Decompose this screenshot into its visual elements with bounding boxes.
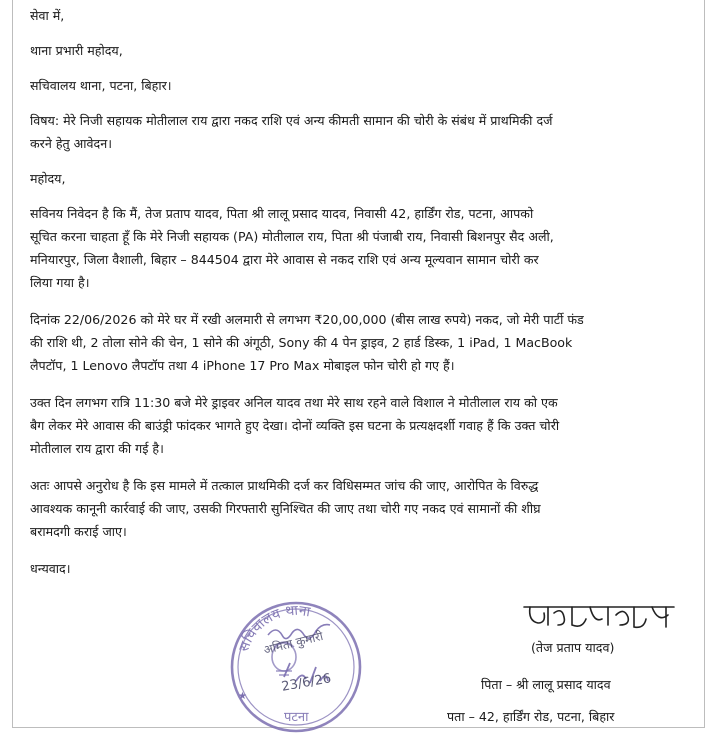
subject-line: करने हेतु आवेदन। <box>30 136 113 151</box>
paragraph-line: सविनय निवेदन है कि मैं, तेज प्रताप यादव, पिता श्री लालू प्रसाद यादव, निवासी 42, हार्डिंग रोड, पटना, आपको <box>30 206 534 221</box>
signature-graphic <box>520 593 680 635</box>
recipient-title: थाना प्रभारी महोदय, <box>30 43 123 58</box>
signature <box>520 593 680 635</box>
paragraph-line: लिया गया है। <box>30 275 90 290</box>
paragraph-line: मनियारपुर, जिला वैशाली, बिहार – 844504 द्वारा मेरे आवास से नकद राशि एवं अन्य मूल्यवान सामान चोरी कर <box>30 252 539 267</box>
paragraph-line: उक्त दिन लगभग रात्रि 11:30 बजे मेरे ड्राइवर अनिल यादव तथा मेरे साथ रहने वाले विशाल ने मोतीलाल राय को एक <box>30 395 558 410</box>
sender-father: पिता – श्री लालू प्रसाद यादव <box>481 677 611 692</box>
paragraph-line: लैपटॉप, 1 Lenovo लैपटॉप तथा 4 iPhone 17 Pro Max मोबाइल फोन चोरी हो गए हैं। <box>30 358 455 373</box>
paragraph-line: मोतीलाल राय द्वारा की गई है। <box>30 441 164 456</box>
paragraph-line: आवश्यक कानूनी कार्रवाई की जाए, उसकी गिरफ्तारी सुनिश्चित की जाए तथा चोरी गए नकद एवं सामानों की शीघ्र <box>30 501 541 516</box>
svg-text:★: ★ <box>238 691 247 702</box>
recipient-address: सचिवालय थाना, पटना, बिहार। <box>30 78 172 93</box>
paragraph-line: सूचित करना चाहता हूँ कि मेरे निजी सहायक (PA) मोतीलाल राय, पिता श्री पंजाबी राय, निवासी बिशनपुर सैद अली, <box>30 229 554 244</box>
svg-text:पटना: पटना <box>284 710 309 725</box>
svg-text:अमिता कुमारी: अमिता कुमारी <box>262 628 325 658</box>
sender-address: पता – 42, हार्डिंग रोड, पटना, बिहार <box>447 709 615 724</box>
paragraph-line: अतः आपसे अनुरोध है कि इस मामले में तत्काल प्राथमिकी दर्ज कर विधिसम्मत जांच की जाए, आरोपित के विरुद्ध <box>30 478 539 493</box>
svg-text:सचिवालय थाना: सचिवालय थाना <box>236 602 312 654</box>
svg-text:तेज प्रताप यादव: तेज प्रताप यादव <box>526 633 532 634</box>
paragraph-complaint-intro <box>30 202 685 294</box>
paragraph-witnesses <box>30 391 685 460</box>
paragraph-line: बैग लेकर मेरे आवास की बाउंड्री फांदकर भागते हुए देखा। दोनों व्यक्ति इस घटना के प्रत्यक्षदर्शी गवाह हैं कि उक्त चोरी <box>30 418 560 433</box>
letter-body <box>30 4 685 580</box>
police-station-stamp <box>224 595 369 735</box>
paragraph-line: की राशि थी, 2 तोला सोने की चेन, 1 सोने की अंगूठी, Sony की 4 पेन ड्राइव, 2 हार्ड डिस्क, 1 iPad, 1 MacBook <box>30 335 573 350</box>
paragraph-line: बरामदगी कराई जाए। <box>30 524 127 539</box>
signer-printed-name: (तेज प्रताप यादव) <box>531 640 615 655</box>
stamp-graphic <box>224 595 369 735</box>
paragraph-stolen-items <box>30 308 685 377</box>
paragraph-line: दिनांक 22/06/2026 को मेरे घर में रखी अलमारी से लगभग ₹20,00,000 (बीस लाख रुपये) नकद, जो मेरी पार्टी फंड <box>30 312 584 327</box>
svg-text:23/6/26: 23/6/26 <box>280 671 333 695</box>
salutation-to: सेवा में, <box>30 8 65 23</box>
subject <box>30 109 685 155</box>
subject-line: विषय: मेरे निजी सहायक मोतीलाल राय द्वारा नकद राशि एवं अन्य कीमती सामान की चोरी के संबंध में प्राथमिकी दर्ज <box>30 113 553 128</box>
greeting: महोदय, <box>30 171 66 186</box>
closing-thanks: धन्यवाद। <box>30 561 71 576</box>
paragraph-request <box>30 474 685 543</box>
